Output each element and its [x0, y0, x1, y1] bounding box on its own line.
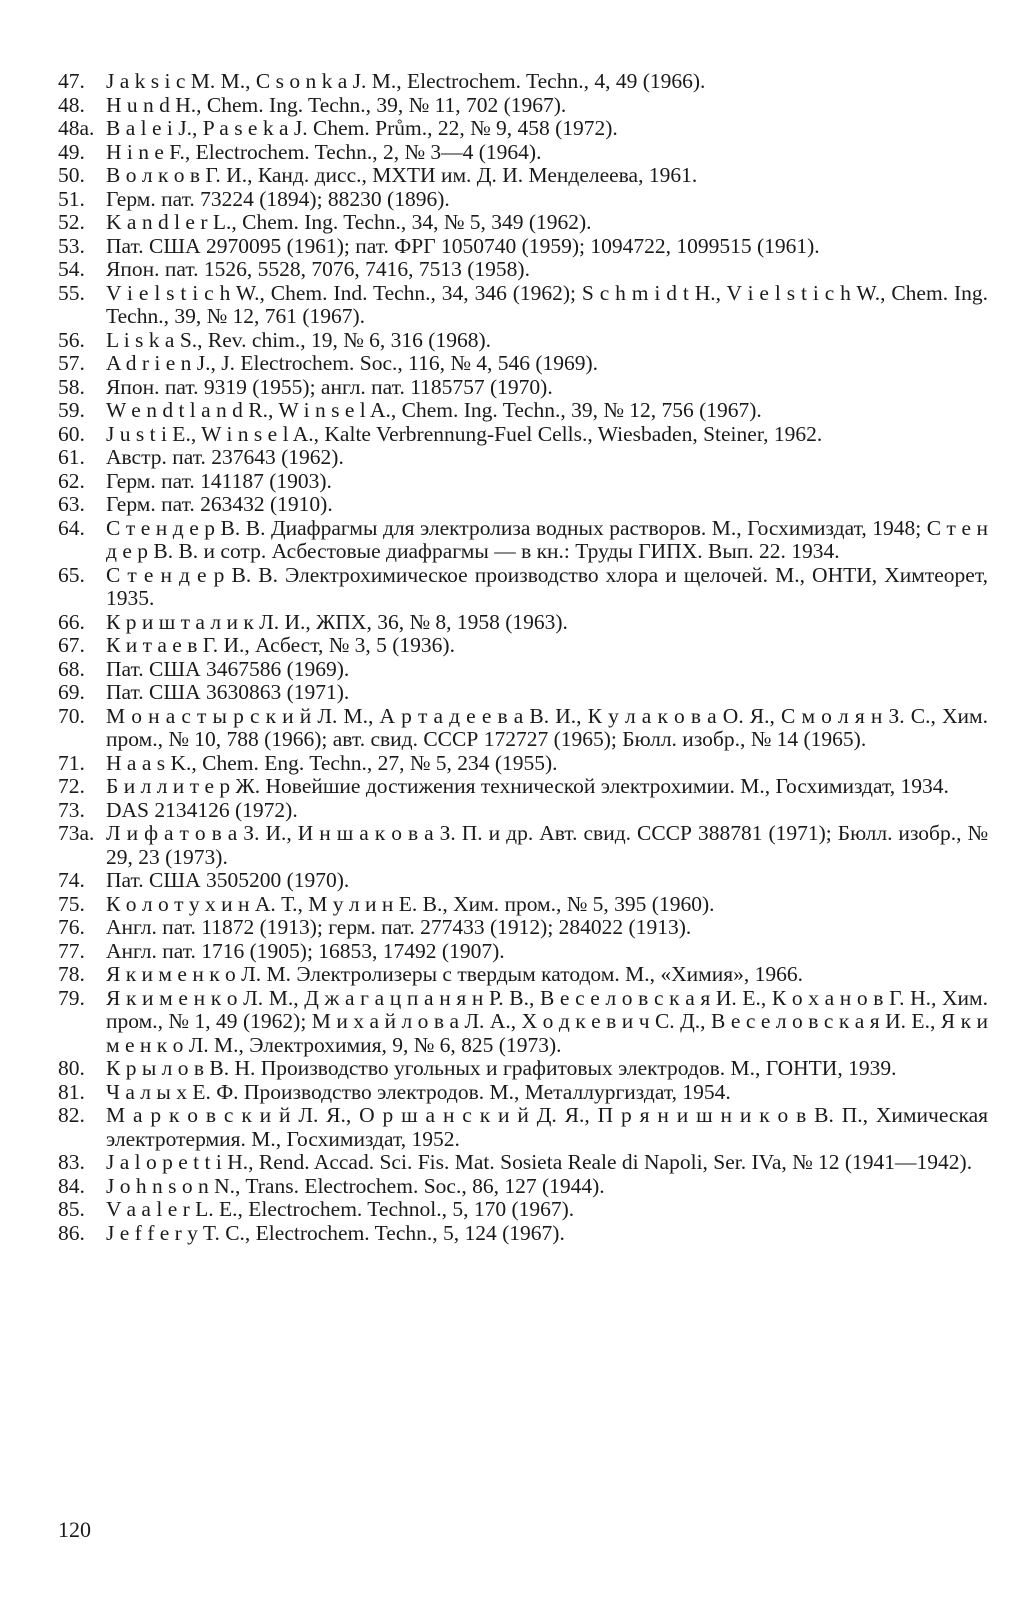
reference-text: Пат. США 3467586 (1969). — [106, 656, 350, 681]
reference-text: К р ы л о в В. Н. Производство угольных и графитовых электродов. М., ГОНТИ, 1939. — [106, 1056, 897, 1080]
reference-item — [58, 141, 988, 165]
reference-item — [58, 705, 988, 752]
reference-item — [58, 940, 988, 964]
reference-number: 74. — [58, 868, 85, 892]
reference-number: 64. — [58, 515, 85, 540]
reference-text: М о н а с т ы р с к и й Л. М., А р т а д е е в а В. И., К у л а к о в а О. Я., С м о л я н З. С., Хим. пром., № 10, 788 (1966); авт. свид. СССР 172727 (1965); Бюлл. изобр., № 14 (1965). — [106, 703, 988, 751]
reference-item — [58, 117, 988, 141]
reference-text: К о л о т у х и н А. Т., М у л и н Е. В., Хим. пром., № 5, 395 (1960). — [106, 891, 715, 916]
reference-item — [58, 399, 988, 423]
reference-item — [58, 352, 988, 376]
reference-text: Герм. пат. 141187 (1903). — [106, 468, 332, 493]
reference-item — [58, 1175, 988, 1199]
reference-text: М а р к о в с к и й Л. Я., О р ш а н с к и й Д. Я., П р я н и ш н и к о в В. П., Химическая электротермия. М., Госхимиздат, 1952. — [106, 1103, 988, 1151]
reference-text: С т е н д е р В. В. Диафрагмы для электролиза водных растворов. М., Госхимиздат, 1948; С т е н д е р В. В. и сотр. Асбестовые диафрагмы — в кн.: Труды ГИПХ. Вып. 22. 1934. — [106, 515, 988, 563]
reference-text: Герм. пат. 263432 (1910). — [106, 492, 333, 516]
reference-text: К и т а е в Г. И., Асбест, № 3, 5 (1936). — [106, 633, 455, 657]
reference-text: W e n d t l a n d R., W i n s e l A., Chem. Ing. Techn., 39, № 12, 756 (1967). — [106, 398, 762, 422]
reference-item — [58, 1081, 988, 1105]
reference-text: Ч а л ы х Е. Ф. Производство электродов. М., Металлургиздат, 1954. — [106, 1079, 731, 1104]
reference-item — [58, 611, 988, 635]
reference-number: 48. — [58, 92, 85, 117]
reference-text: H u n d H., Chem. Ing. Techn., 39, № 11, 702 (1967). — [106, 92, 567, 117]
reference-item — [58, 258, 988, 282]
reference-number: 59. — [58, 398, 85, 422]
reference-number: 81. — [58, 1079, 85, 1104]
reference-number: 55. — [58, 280, 85, 305]
reference-text: Пат. США 3630863 (1971). — [106, 680, 350, 704]
reference-item — [58, 681, 988, 705]
reference-text: J o h n s o n N., Trans. Electrochem. Soc., 86, 127 (1944). — [106, 1173, 605, 1198]
reference-item — [58, 634, 988, 658]
reference-number: 77. — [58, 938, 85, 963]
reference-text: Англ. пат. 1716 (1905); 16853, 17492 (1907). — [106, 938, 505, 963]
reference-number: 54. — [58, 257, 85, 281]
reference-item — [58, 799, 988, 823]
reference-item — [58, 446, 988, 470]
reference-number: 85. — [58, 1197, 85, 1221]
reference-number: 82. — [58, 1103, 85, 1127]
page-number: 120 — [58, 1517, 91, 1542]
reference-number: 72. — [58, 774, 85, 798]
reference-text: Я к и м е н к о Л. М. Электролизеры с твердым катодом. М., «Химия», 1966. — [106, 962, 803, 986]
reference-number: 61. — [58, 445, 85, 469]
reference-text: H i n e F., Electrochem. Techn., 2, № 3—4 (1964). — [106, 139, 542, 164]
reference-item — [58, 1198, 988, 1222]
reference-text: Япон. пат. 1526, 5528, 7076, 7416, 7513 (1958). — [106, 257, 530, 281]
reference-text: L i s k a S., Rev. chim., 19, № 6, 316 (1968). — [106, 327, 491, 352]
reference-text: Пат. США 2970095 (1961); пат. ФРГ 1050740 (1959); 1094722, 1099515 (1961). — [106, 233, 820, 258]
reference-text: Б и л л и т е р Ж. Новейшие достижения технической электрохимии. М., Госхимиздат, 1934. — [106, 774, 949, 798]
reference-text: J e f f e r y T. C., Electrochem. Techn., 5, 124 (1967). — [106, 1220, 565, 1245]
reference-text: J a k s i c M. M., C s o n k a J. M., Electrochem. Techn., 4, 49 (1966). — [106, 69, 706, 93]
reference-item — [58, 869, 988, 893]
reference-item — [58, 1057, 988, 1081]
reference-number: 48a. — [58, 116, 95, 140]
reference-number: 58. — [58, 374, 85, 399]
reference-item — [58, 493, 988, 517]
reference-text: Л и ф а т о в а З. И., И н ш а к о в а З. П. и др. Авт. свид. СССР 388781 (1971); Бюлл. изобр., № 29, 23 (1973). — [106, 821, 988, 869]
reference-item — [58, 658, 988, 682]
reference-number: 50. — [58, 163, 85, 187]
reference-number: 86. — [58, 1220, 85, 1245]
reference-text: В о л к о в Г. И., Канд. дисс., МХТИ им. Д. И. Менделеева, 1961. — [106, 163, 698, 187]
reference-text: Герм. пат. 73224 (1894); 88230 (1896). — [106, 186, 450, 211]
reference-number: 65. — [58, 562, 85, 587]
reference-item — [58, 376, 988, 400]
reference-item — [58, 188, 988, 212]
reference-number: 63. — [58, 492, 85, 516]
reference-text: К р и ш т а л и к Л. И., ЖПХ, 36, № 8, 1958 (1963). — [106, 609, 568, 634]
reference-number: 68. — [58, 656, 85, 681]
reference-text: J u s t i E., W i n s e l A., Kalte Verbrennung-Fuel Cells., Wiesbaden, Steiner, 1962. — [106, 421, 823, 446]
reference-item — [58, 1151, 988, 1175]
reference-text: Австр. пат. 237643 (1962). — [106, 445, 344, 469]
reference-number: 75. — [58, 891, 85, 916]
reference-number: 49. — [58, 139, 85, 164]
reference-number: 69. — [58, 680, 85, 704]
reference-item — [58, 164, 988, 188]
reference-number: 51. — [58, 186, 85, 211]
reference-text: DAS 2134126 (1972). — [106, 797, 298, 822]
reference-text: Япон. пат. 9319 (1955); англ. пат. 1185757 (1970). — [106, 374, 553, 399]
reference-number: 84. — [58, 1173, 85, 1198]
reference-item — [58, 564, 988, 611]
reference-item — [58, 94, 988, 118]
reference-number: 47. — [58, 69, 85, 93]
reference-text: J a l o p e t t i H., Rend. Accad. Sci. Fis. Mat. Sosieta Reale di Napoli, Ser. IVa, № 12 (1941—1942). — [106, 1150, 973, 1174]
reference-item — [58, 775, 988, 799]
reference-item — [58, 235, 988, 259]
reference-text: K a n d l e r L., Chem. Ing. Techn., 34, № 5, 349 (1962). — [106, 210, 592, 234]
reference-item — [58, 1104, 988, 1151]
reference-number: 60. — [58, 421, 85, 446]
reference-item — [58, 822, 988, 869]
reference-number: 80. — [58, 1056, 85, 1080]
reference-text: H a a s K., Chem. Eng. Techn., 27, № 5, 234 (1955). — [106, 750, 558, 775]
reference-list — [58, 70, 988, 1245]
reference-item — [58, 329, 988, 353]
reference-text: V i e l s t i c h W., Chem. Ind. Techn., 34, 346 (1962); S c h m i d t H., V i e l s t i c h W., Chem. Ing. Techn., 39, № 12, 761 (1967). — [106, 280, 988, 328]
reference-text: A d r i e n J., J. Electrochem. Soc., 116, № 4, 546 (1969). — [106, 351, 599, 375]
reference-item — [58, 893, 988, 917]
reference-number: 67. — [58, 633, 85, 657]
reference-number: 53. — [58, 233, 85, 258]
reference-item — [58, 470, 988, 494]
reference-item — [58, 1222, 988, 1246]
reference-item — [58, 517, 988, 564]
reference-number: 52. — [58, 210, 85, 234]
reference-number: 71. — [58, 750, 85, 775]
reference-number: 73a. — [58, 821, 95, 845]
reference-item — [58, 211, 988, 235]
reference-number: 57. — [58, 351, 85, 375]
reference-number: 73. — [58, 797, 85, 822]
reference-item — [58, 752, 988, 776]
reference-item — [58, 282, 988, 329]
reference-item — [58, 987, 988, 1058]
reference-number: 79. — [58, 985, 85, 1010]
reference-text: Я к и м е н к о Л. М., Д ж а г а ц п а н я н Р. В., В е с е л о в с к а я И. Е., К о х а н о в Г. Н., Хим. пром., № 1, 49 (1962); М и х а й л о в а Л. А., Х о д к е в и ч С. Д., В е с е л о в с к а я И. Е., Я к и м е н к о Л. М., Электрохимия, 9, № 6, 825 (1973). — [106, 985, 988, 1057]
reference-number: 83. — [58, 1150, 85, 1174]
reference-number: 76. — [58, 915, 85, 939]
reference-item — [58, 963, 988, 987]
reference-item — [58, 70, 988, 94]
reference-number: 66. — [58, 609, 85, 634]
reference-text: Англ. пат. 11872 (1913); герм. пат. 277433 (1912); 284022 (1913). — [106, 915, 692, 939]
reference-number: 56. — [58, 327, 85, 352]
reference-item — [58, 916, 988, 940]
reference-item — [58, 423, 988, 447]
reference-text: Пат. США 3505200 (1970). — [106, 868, 350, 892]
reference-number: 62. — [58, 468, 85, 493]
reference-text: B a l e i J., P a s e k a J. Chem. Prům., 22, № 9, 458 (1972). — [106, 116, 618, 140]
reference-number: 78. — [58, 962, 85, 986]
reference-number: 70. — [58, 703, 85, 728]
reference-text: V a a l e r L. E., Electrochem. Technol., 5, 170 (1967). — [106, 1197, 575, 1221]
reference-text: С т е н д е р В. В. Электрохимическое производство хлора и щелочей. М., ОНТИ, Химтеорет, 1935. — [106, 562, 988, 610]
